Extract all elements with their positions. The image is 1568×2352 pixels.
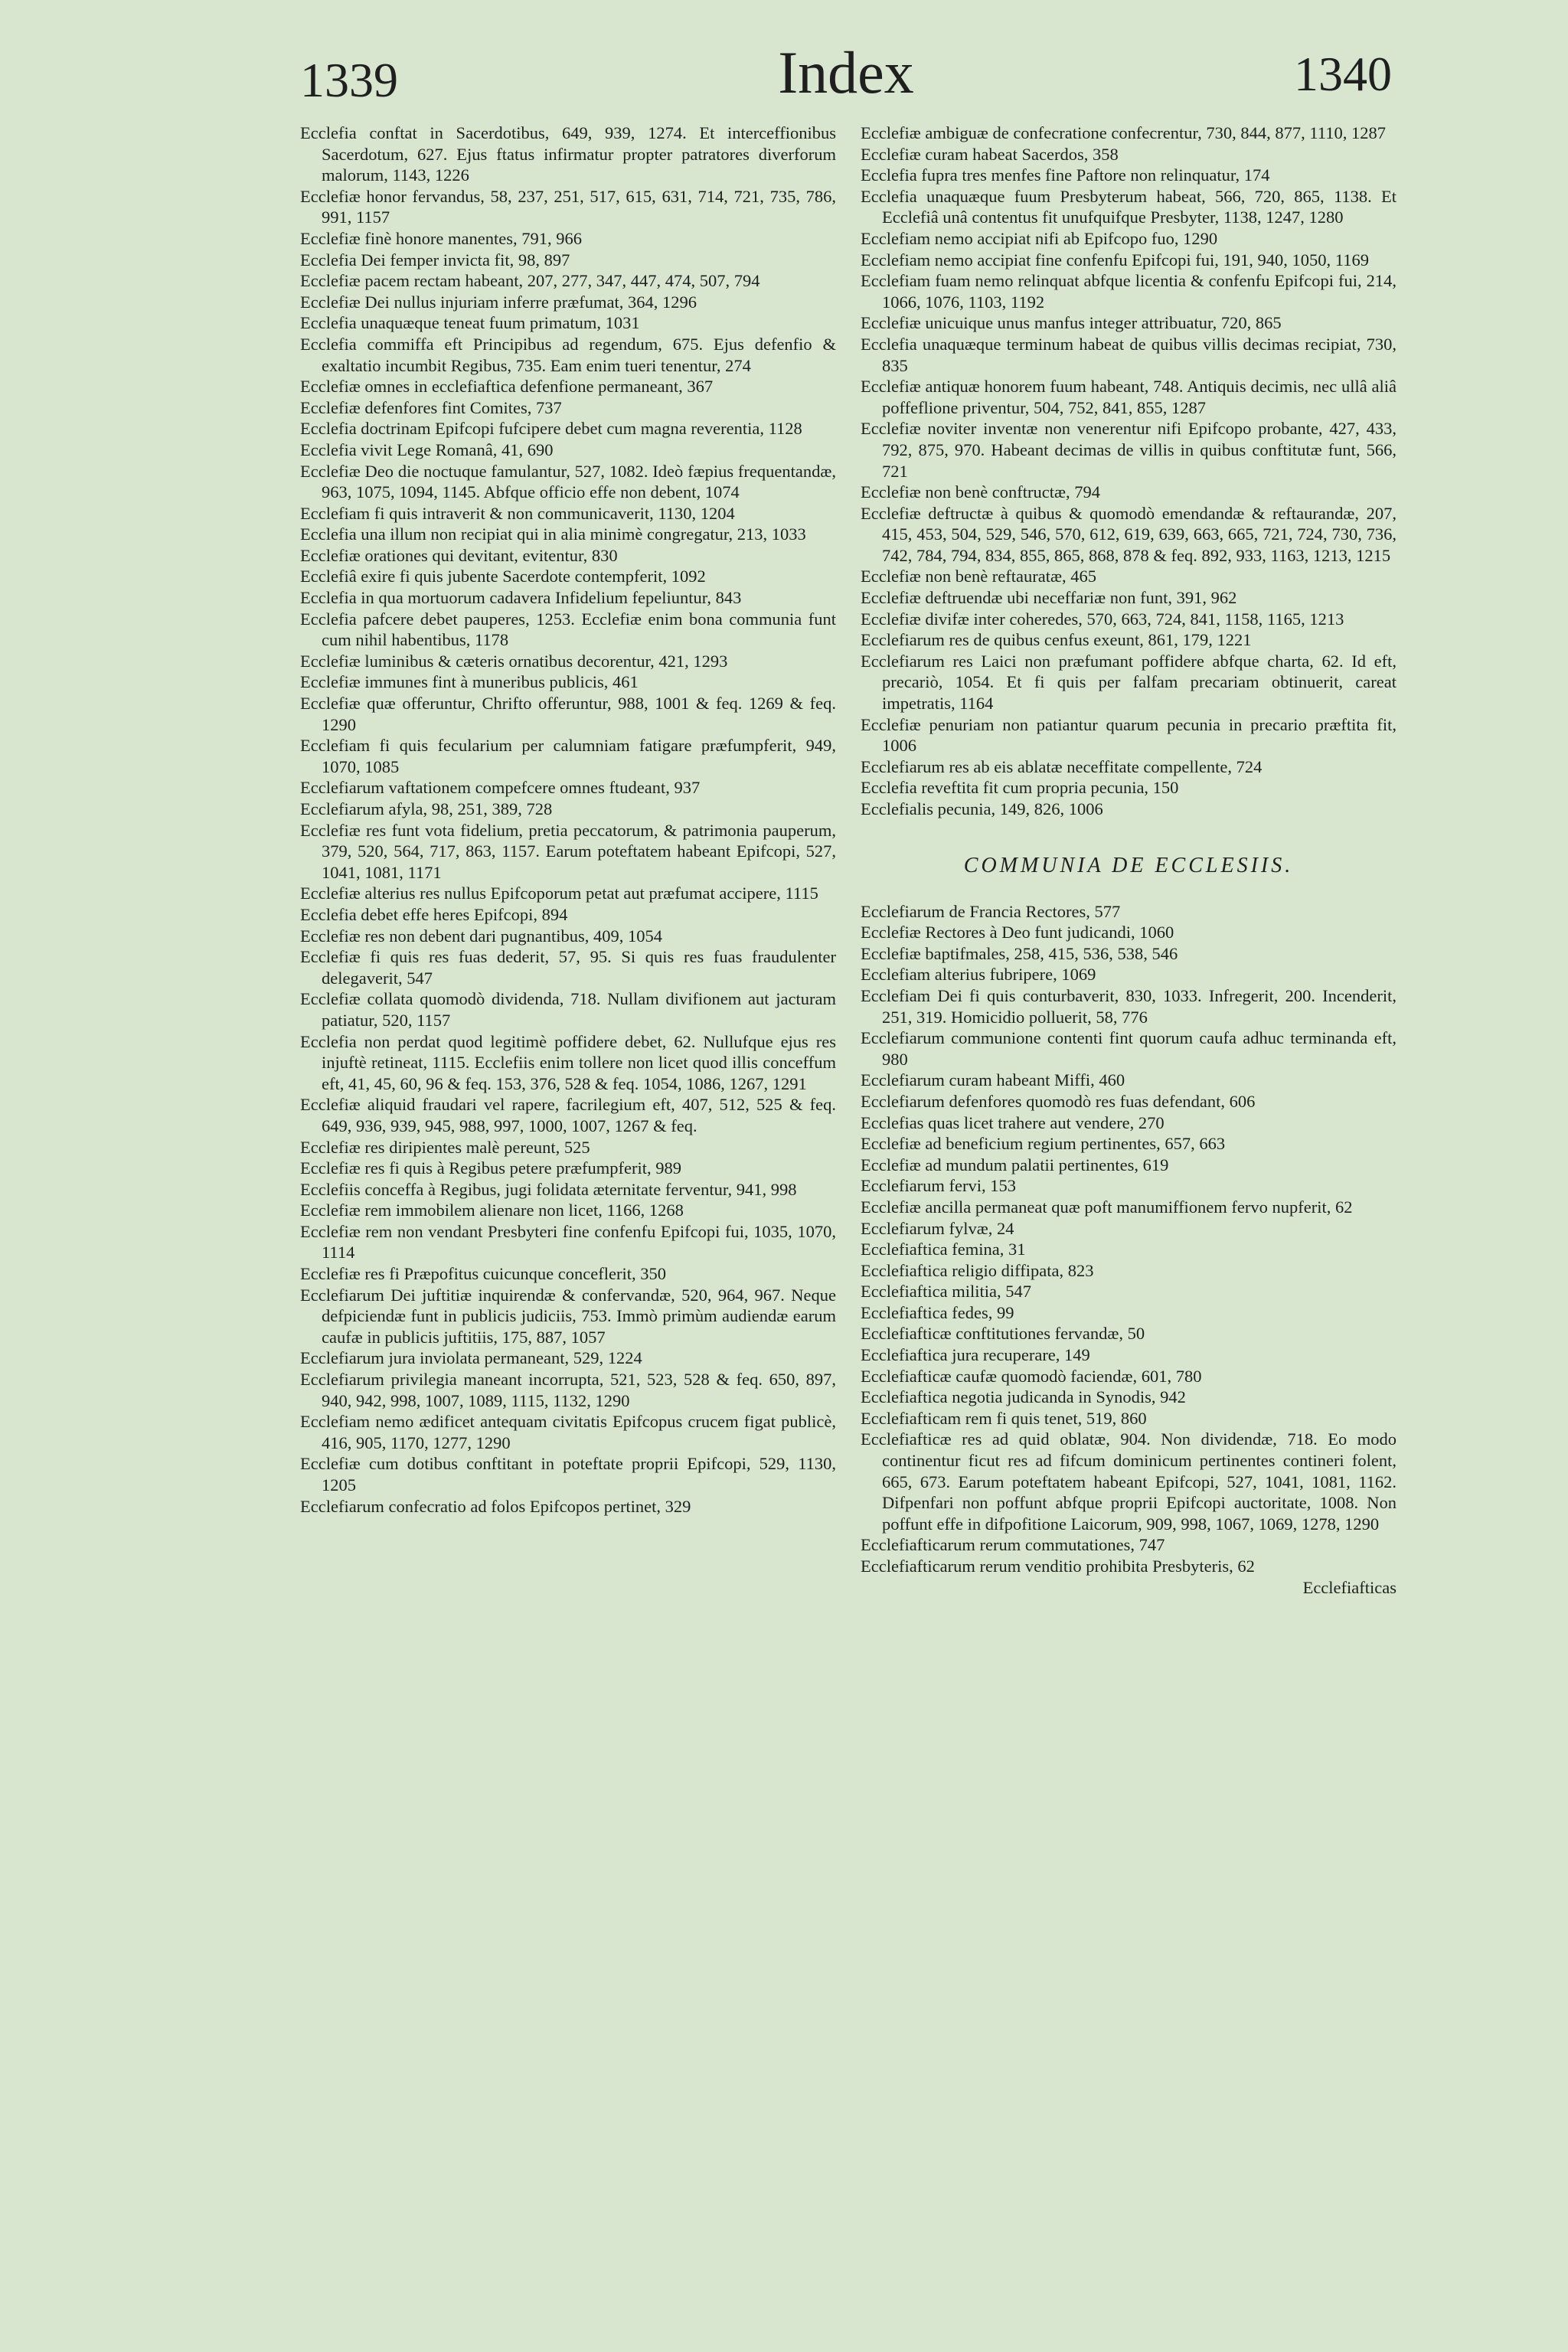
index-entry: Ecclefiam Dei fi quis conturbaverit, 830, 1033. Infregerit, 200. Incenderit, 251, 319. Homicidio polluerit, 58, 776 (861, 985, 1396, 1027)
right-column-entries (861, 122, 1396, 820)
index-entry: Ecclefiæ finè honore manentes, 791, 966 (300, 228, 583, 248)
index-entry: Ecclefiæ penuriam non patiantur quarum pecunia in precario præftita fit, 1006 (861, 714, 1396, 756)
index-entry: Ecclefia doctrinam Epifcopi fufcipere debet cum magna reverentia, 1128 (300, 419, 802, 439)
index-entry: Ecclefiaftica jura recuperare, 149 (861, 1345, 1090, 1365)
page-number-right: 1340 (1294, 47, 1392, 101)
index-entry: Ecclefia reveftita fit cum propria pecunia, 150 (861, 778, 1179, 798)
index-entry: Ecclefia unaquæque terminum habeat de quibus villis decimas recipiat, 730, 835 (861, 334, 1396, 375)
index-entry: Ecclefiarum de Francia Rectores, 577 (861, 901, 1121, 921)
index-entry: Ecclefiæ ambiguæ de confecratione confecrentur, 730, 844, 877, 1110, 1287 (861, 123, 1386, 142)
index-entry: Ecclefiæ res fi Præpofitus cuicunque conceflerit, 350 (300, 1264, 666, 1284)
index-entry: Ecclefiæ omnes in ecclefiaftica defenfione permaneant, 367 (300, 377, 714, 397)
right-column (861, 122, 1396, 1598)
index-entry: Ecclefiafticæ res ad quid oblatæ, 904. Non dividendæ, 718. Eo modo continentur ficut res ad fifcum dominicum pertinentes contineri folent, 665, 673. Earum poteftatem habeant Epifcopi, 527, 1041, 1081, 1162. Difpenfari non poffunt abfque proprii Epifcopi auctoritate, 1008. Non poffunt effe in difpofitione Laicorum, 909, 998, 1067, 1069, 1278, 1290 (861, 1429, 1396, 1534)
index-entry: Ecclefiarum confecratio ad folos Epifcopos pertinet, 329 (300, 1496, 691, 1516)
page-title: Index (778, 39, 914, 106)
index-entry: Ecclefia pafcere debet pauperes, 1253. Ecclefiæ enim bona communia funt cum nihil habentibus, 1178 (300, 609, 836, 650)
index-entry: Ecclefiæ deftructæ à quibus & quomodò emendandæ & reftaurandæ, 207, 415, 453, 504, 529, 546, 570, 612, 619, 639, 663, 665, 721, 724, 730, 736, 742, 784, 794, 834, 855, 865, 868, 878 & feq. 892, 933, 1163, 1213, 1215 (861, 503, 1396, 565)
index-entry: Ecclefiaftica negotia judicanda in Synodis, 942 (861, 1387, 1186, 1407)
index-entry: Ecclefiam nemo accipiat nifi ab Epifcopo fuo, 1290 (861, 228, 1218, 248)
index-entry: Ecclefiæ non benè conftructæ, 794 (861, 482, 1101, 502)
index-entry: Ecclefiaftica fedes, 99 (861, 1302, 1014, 1322)
index-entry: Ecclefiæ noviter inventæ non venerentur nifi Epifcopo probante, 427, 433, 792, 875, 970. Habeant decimas de villis in quibus conftitutæ funt, 566, 721 (861, 419, 1396, 481)
index-entry: Ecclefia in qua mortuorum cadavera Infidelium fepeliuntur, 843 (300, 588, 742, 608)
index-entry: Ecclefiæ orationes qui devitant, evitentur, 830 (300, 545, 618, 565)
index-entry: Ecclefiafticæ caufæ quomodò faciendæ, 601, 780 (861, 1366, 1202, 1386)
index-entry: Ecclefiæ quæ offeruntur, Chrifto offeruntur, 988, 1001 & feq. 1269 & feq. 1290 (300, 694, 836, 734)
index-entry: Ecclefia Dei femper invicta fit, 98, 897 (300, 250, 570, 270)
index-entry: Ecclefia una illum non recipiat qui in alia minimè congregatur, 213, 1033 (300, 524, 806, 544)
index-entry: Ecclefiæ deftruendæ ubi neceffariæ non funt, 391, 962 (861, 588, 1237, 608)
index-entry: Ecclefiarum Dei juftitiæ inquirendæ & confervandæ, 520, 964, 967. Neque defpiciendæ funt in publicis judiciis, 753. Immò primùm audiendæ earum caufæ in publicis juftitiis, 175, 887, 1057 (300, 1285, 836, 1347)
index-entry: Ecclefiafticam rem fi quis tenet, 519, 860 (861, 1408, 1147, 1428)
index-entry: Ecclefiam fi quis intraverit & non communicaverit, 1130, 1204 (300, 503, 735, 523)
left-column (300, 122, 836, 1517)
index-entry: Ecclefiæ divifæ inter coheredes, 570, 663, 724, 841, 1158, 1165, 1213 (861, 609, 1344, 629)
index-entry: Ecclefiaftica militia, 547 (861, 1282, 1032, 1302)
index-entry: Ecclefiafticæ conftitutiones fervandæ, 50 (861, 1324, 1145, 1344)
index-entry: Ecclefiæ res diripientes malè pereunt, 525 (300, 1137, 590, 1157)
index-entry: Ecclefiæ honor fervandus, 58, 237, 251, 517, 615, 631, 714, 721, 735, 786, 991, 1157 (300, 186, 836, 227)
index-entry: Ecclefia unaquæque teneat fuum primatum, 1031 (300, 313, 640, 333)
index-entry: Ecclefiæ res funt vota fidelium, pretia peccatorum, & patrimonia pauperum, 379, 520, 564, 717, 863, 1157. Earum poteftatem habeant Epifcopi, 527, 1041, 1081, 1171 (300, 820, 836, 882)
index-entry: Ecclefia unaquæque fuum Presbyterum habeat, 566, 720, 865, 1138. Et Ecclefiâ unâ contentus fit unufquifque Presbyter, 1138, 1247, 1280 (861, 186, 1396, 227)
index-entry: Ecclefiam nemo accipiat fine confenfu Epifcopi fui, 191, 940, 1050, 1169 (861, 250, 1369, 270)
index-entry: Ecclefiarum res Laici non præfumant poffidere abfque charta, 62. Id eft, precariò, 1054. Et fi quis per falfam precariam obtinuerit, careat impetratis, 1164 (861, 651, 1396, 714)
index-entry: Ecclefiarum fervi, 153 (861, 1176, 1017, 1196)
index-entry: Ecclefiæ res fi quis à Regibus petere præfumpferit, 989 (300, 1158, 681, 1178)
index-entry: Ecclefiæ ad beneficium regium pertinentes, 657, 663 (861, 1134, 1226, 1154)
index-entry: Ecclefiarum res ab eis ablatæ neceffitate compellente, 724 (861, 756, 1263, 776)
index-entry: Ecclefia debet effe heres Epifcopi, 894 (300, 904, 568, 924)
index-entry: Ecclefialis pecunia, 149, 826, 1006 (861, 799, 1103, 818)
index-entry: Ecclefiæ Deo die noctuque famulantur, 527, 1082. Ideò fæpius frequentandæ, 963, 1075, 1094, 1145. Abfque officio effe non debent, 1074 (300, 461, 836, 502)
index-entry: Ecclefiæ ad mundum palatii pertinentes, 619 (861, 1155, 1169, 1174)
index-entry: Ecclefiæ non benè reftauratæ, 465 (861, 567, 1097, 586)
page-header (300, 38, 1392, 107)
index-entry: Ecclefiam nemo ædificet antequam civitatis Epifcopus crucem figat publicè, 416, 905, 1170, 1277, 1290 (300, 1412, 836, 1452)
index-entry: Ecclefiæ rem immobilem alienare non licet, 1166, 1268 (300, 1200, 684, 1220)
section-title: COMMUNIA DE ECCLESIIS. (963, 853, 1294, 877)
index-entry: Ecclefiarum res de quibus cenfus exeunt, 861, 179, 1221 (861, 630, 1252, 650)
index-entry: Ecclefiaftica religio diffipata, 823 (861, 1260, 1094, 1280)
index-entry: Ecclefiæ luminibus & cæteris ornatibus decorentur, 421, 1293 (300, 651, 728, 671)
index-entry: Ecclefiæ pacem rectam habeant, 207, 277, 347, 447, 474, 507, 794 (300, 271, 760, 291)
index-entry: Ecclefiæ collata quomodò dividenda, 718. Nullam divifionem aut jacturam patiatur, 520, 1157 (300, 989, 836, 1030)
index-entry: Ecclefiarum defenfores quomodò res fuas defendant, 606 (861, 1091, 1256, 1111)
index-entry: Ecclefiarum afyla, 98, 251, 389, 728 (300, 799, 553, 818)
index-entry: Ecclefiæ res non debent dari pugnantibus, 409, 1054 (300, 926, 663, 946)
index-entry: Ecclefiis conceffa à Regibus, jugi folidata æternitate ferventur, 941, 998 (300, 1179, 797, 1199)
index-entry: Ecclefia vivit Lege Romanâ, 41, 690 (300, 439, 554, 459)
index-entry: Ecclefiæ aliquid fraudari vel rapere, facrilegium eft, 407, 512, 525 & feq. 649, 936, 939, 945, 988, 997, 1000, 1007, 1267 & feq. (300, 1095, 836, 1135)
index-entry: Ecclefiæ baptifmales, 258, 415, 536, 538, 546 (861, 943, 1178, 963)
index-entry: Ecclefiæ cum dotibus conftitant in poteftate proprii Epifcopi, 529, 1130, 1205 (300, 1454, 836, 1494)
index-entry: Ecclefiam fi quis fecularium per calumniam fatigare præfumpferit, 949, 1070, 1085 (300, 736, 836, 776)
index-entry: Ecclefiafticarum rerum venditio prohibita Presbyteris, 62 (861, 1557, 1255, 1576)
index-entry: Ecclefiam alterius fubripere, 1069 (861, 965, 1096, 985)
index-entry: Ecclefiæ Dei nullus injuriam inferre præfumat, 364, 1296 (300, 292, 697, 312)
index-entry: Ecclefiæ defenfores fint Comites, 737 (300, 397, 562, 417)
catchword: Ecclefiafticas (1302, 1577, 1396, 1597)
section-entries (861, 901, 1396, 1577)
index-entry: Ecclefiarum communione contenti fint quorum caufa adhuc terminanda eft, 980 (861, 1028, 1396, 1069)
index-entry: Ecclefiarum privilegia maneant incorrupta, 521, 523, 528 & feq. 650, 897, 940, 942, 998, 1007, 1089, 1115, 1132, 1290 (300, 1370, 836, 1410)
index-entry: Ecclefiæ alterius res nullus Epifcoporum petat aut præfumat accipere, 1115 (300, 884, 818, 903)
index-entry: Ecclefiarum fylvæ, 24 (861, 1218, 1014, 1238)
index-entry: Ecclefia non perdat quod legitimè poffidere debet, 62. Nullufque ejus res injuftè retineat, 1115. Ecclefiis enim tollere non licet quod illis conceffum eft, 41, 45, 60, 96 & feq. 153, 376, 528 & feq. 1054, 1086, 1267, 1291 (300, 1031, 836, 1093)
index-entry: Ecclefiæ antiquæ honorem fuum habeant, 748. Antiquis decimis, nec ullâ aliâ poffeflione priventur, 504, 752, 841, 855, 1287 (861, 377, 1396, 417)
page-number-left: 1339 (300, 53, 398, 107)
index-entry: Ecclefiafticarum rerum commutationes, 747 (861, 1535, 1165, 1555)
index-entry: Ecclefiæ immunes fint à muneribus publicis, 461 (300, 672, 639, 692)
index-entry: Ecclefia fupra tres menfes fine Paftore non relinquatur, 174 (861, 165, 1270, 185)
index-entry: Ecclefiaftica femina, 31 (861, 1240, 1026, 1259)
index-entry: Ecclefiæ unicuique unus manfus integer attribuatur, 720, 865 (861, 313, 1282, 333)
index-entry: Ecclefia conftat in Sacerdotibus, 649, 939, 1274. Et interceffionibus Sacerdotum, 627. Ejus ftatus infirmatur propter patratores diverforum malorum, 1143, 1226 (300, 123, 836, 185)
index-entry: Ecclefiarum jura inviolata permaneant, 529, 1224 (300, 1348, 642, 1368)
index-entry: Ecclefiam fuam nemo relinquat abfque licentia & confenfu Epifcopi fui, 214, 1066, 1076, 1103, 1192 (861, 271, 1396, 312)
index-entry: Ecclefiæ fi quis res fuas dederit, 57, 95. Si quis res fuas fraudulenter delegaverit, 547 (300, 947, 836, 988)
index-entry: Ecclefias quas licet trahere aut vendere, 270 (861, 1112, 1165, 1132)
index-entry: Ecclefiarum curam habeant Miffi, 460 (861, 1070, 1125, 1090)
index-entry: Ecclefiæ ancilla permaneat quæ poft manumiffionem fervo nupferit, 62 (861, 1197, 1353, 1217)
index-entry: Ecclefiæ curam habeat Sacerdos, 358 (861, 144, 1119, 164)
index-entry: Ecclefiæ rem non vendant Presbyteri fine confenfu Epifcopi fui, 1035, 1070, 1114 (300, 1221, 836, 1263)
index-entry: Ecclefia commiffa eft Principibus ad regendum, 675. Ejus defenfio & exaltatio incumbit Regibus, 735. Eam enim tueri tenentur, 274 (300, 334, 836, 375)
index-entry: Ecclefiâ exire fi quis jubente Sacerdote contempferit, 1092 (300, 567, 706, 586)
index-entry: Ecclefiæ Rectores à Deo funt judicandi, 1060 (861, 923, 1174, 942)
index-entry: Ecclefiarum vaftationem compefcere omnes ftudeant, 937 (300, 778, 701, 798)
